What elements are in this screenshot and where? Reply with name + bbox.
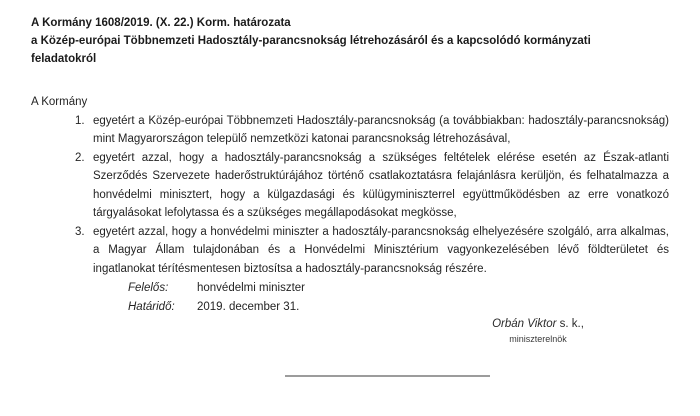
list-item-text: egyetért a Közép-európai Többnemzeti Hadosztály-parancsnokság (a továbbiakban: hadosztály-parancsnokság) mint Magyarországon települő nemzetközi katonai parancsnokság létrehozásával, — [93, 114, 669, 145]
decree-content — [31, 14, 669, 316]
responsibility-block — [128, 279, 669, 316]
decree-title — [31, 14, 669, 68]
list-item-number: 3. — [75, 225, 85, 238]
list-item-number: 2. — [75, 151, 85, 164]
decree-numbered-list — [31, 112, 669, 279]
signature-suffix: s. k., — [556, 318, 584, 330]
responsibility-row — [128, 298, 669, 317]
signature-name-line — [438, 316, 638, 332]
list-item — [31, 149, 669, 223]
signature-name: Orbán Viktor — [492, 318, 557, 330]
responsibility-row — [128, 279, 669, 298]
list-item-text: egyetért azzal, hogy a honvédelmi miniszter a hadosztály-parancsnokság elhelyezésére szolgáló, arra alkalmas, a Magyar Állam tulajdonában és a Honvédelmi Minisztérium vagyonkezelésében lévő földterületet és ingatlanokat térítésmentesen biztosítsa a hadosztály-parancsnokság részére. — [93, 225, 669, 275]
list-item-text: egyetért azzal, hogy a hadosztály-parancsnokság a szükséges feltételek elérése esetén az Észak-atlanti Szerződés Szervezete haderőstruktúrájához történő csatlakoztatásra felajánlásra kerüljön, és felhatalmazza a honvédelmi minisztert, hogy a külgazdasági és külügyminiszterrel együttműködésben az erre vonatkozó tárgyalásokat lefolytassa és a szükséges megállapodásokat megkösse, — [93, 151, 669, 219]
list-item — [31, 223, 669, 279]
list-item — [31, 112, 669, 149]
decree-intro: A Kormány — [31, 96, 88, 108]
decree-title-line-1: A Kormány 1608/2019. (X. 22.) Korm. határozata — [31, 17, 291, 29]
signature-role: miniszterelnök — [509, 334, 567, 344]
decree-title-line-3: feladatokról — [31, 53, 97, 65]
deadline-label: Határidő: — [128, 300, 175, 313]
signature-block — [438, 316, 638, 346]
responsible-value: honvédelmi miniszter — [197, 282, 306, 294]
decree-title-line-2: a Közép-európai Többnemzeti Hadosztály-parancsnokság létrehozásáról és a kapcsolódó kormányzati — [31, 35, 591, 47]
footer-divider-rule — [285, 375, 490, 377]
deadline-value: 2019. december 31. — [197, 300, 300, 313]
responsible-label: Felelős: — [128, 282, 169, 294]
list-item-number: 1. — [75, 114, 85, 127]
